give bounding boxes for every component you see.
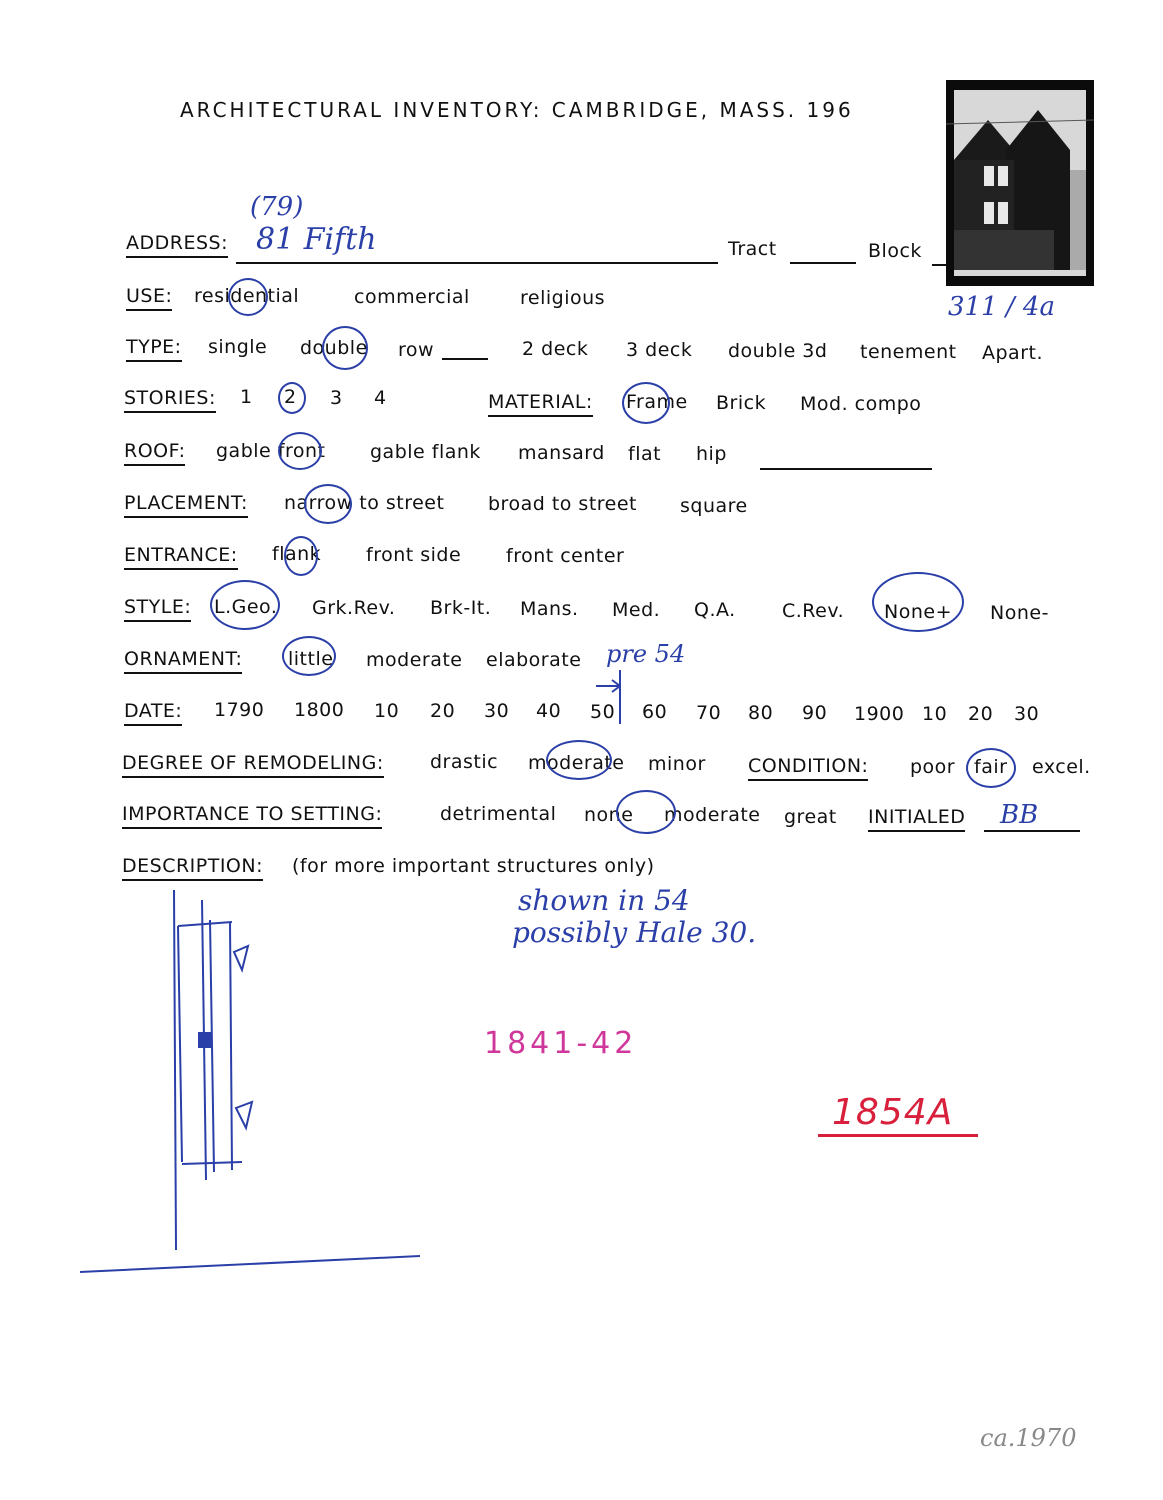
date-60[interactable]: 60 [642, 701, 668, 723]
roof-label: ROOF: [124, 440, 185, 466]
date-20[interactable]: 20 [430, 700, 456, 722]
condition-fair[interactable]: fair [974, 756, 1008, 778]
description-hint: (for more important structures only) [292, 855, 655, 877]
form-title: ARCHITECTURAL INVENTORY: CAMBRIDGE, MASS. 196 [180, 98, 854, 122]
type-double[interactable]: double [300, 337, 368, 359]
stories-3[interactable]: 3 [330, 387, 343, 409]
entrance-front-side[interactable]: front side [366, 544, 462, 566]
importance-label: IMPORTANCE TO SETTING: [122, 803, 382, 829]
type-2-deck[interactable]: 2 deck [522, 338, 589, 360]
importance-great[interactable]: great [784, 806, 837, 828]
photo-note: 311 / 4a [948, 292, 1055, 322]
type-row[interactable]: row [398, 339, 435, 361]
old-address-number: (79) [250, 192, 304, 222]
material-brick[interactable]: Brick [716, 392, 767, 414]
remodeling-moderate[interactable]: moderate [528, 752, 625, 774]
style-brk-it[interactable]: Brk-It. [430, 597, 492, 619]
style-selection-circle-lgeo [210, 580, 280, 630]
block-field[interactable] [932, 264, 946, 266]
row-count-field[interactable] [442, 358, 488, 360]
tract-label: Tract [728, 238, 777, 260]
condition-poor[interactable]: poor [910, 756, 956, 778]
ornament-moderate[interactable]: moderate [366, 649, 463, 671]
date-1790[interactable]: 1790 [214, 699, 265, 721]
style-grk-rev[interactable]: Grk.Rev. [312, 597, 396, 619]
red-underline [818, 1134, 978, 1137]
importance-detrimental[interactable]: detrimental [440, 803, 557, 825]
roof-other-field[interactable] [760, 468, 932, 470]
red-date: 1854A [832, 1092, 954, 1133]
condition-label: CONDITION: [748, 755, 868, 781]
description-label: DESCRIPTION: [122, 855, 263, 881]
condition-selection-circle [966, 748, 1016, 788]
address-value[interactable]: 81 Fifth [256, 222, 377, 257]
address-label: ADDRESS: [126, 232, 228, 258]
importance-moderate[interactable]: moderate [664, 804, 761, 826]
date-1920[interactable]: 20 [968, 703, 994, 725]
roof-gable-flank[interactable]: gable flank [370, 441, 481, 463]
ornament-note: pre 54 [606, 640, 686, 668]
placement-square[interactable]: square [680, 495, 748, 517]
placement-broad[interactable]: broad to street [488, 493, 638, 515]
use-residential[interactable]: residential [194, 285, 300, 307]
material-selection-circle [622, 382, 670, 424]
stories-label: STORIES: [124, 387, 216, 413]
pink-date: 1841-42 [484, 1026, 638, 1061]
date-90[interactable]: 90 [802, 702, 828, 724]
date-30[interactable]: 30 [484, 700, 510, 722]
remodeling-minor[interactable]: minor [648, 753, 706, 775]
date-70[interactable]: 70 [696, 702, 722, 724]
material-frame[interactable]: Frame [626, 391, 688, 413]
use-commercial[interactable]: commercial [354, 286, 470, 308]
placement-narrow[interactable]: narrow to street [284, 492, 445, 514]
style-selection-circle-none [872, 572, 964, 632]
use-selection-circle [228, 278, 268, 316]
ornament-elaborate[interactable]: elaborate [486, 649, 582, 671]
description-note-2: possibly Hale 30. [512, 916, 757, 949]
condition-excel[interactable]: excel. [1032, 756, 1091, 778]
address-underline [236, 262, 718, 264]
use-label: USE: [126, 285, 172, 311]
site-plan-sketch [70, 880, 430, 1280]
style-l-geo[interactable]: L.Geo. [214, 596, 278, 618]
stories-2[interactable]: 2 [284, 386, 297, 408]
date-marker [590, 660, 640, 730]
roof-gable-front[interactable]: gable front [216, 440, 326, 462]
footer-date: ca.1970 [980, 1424, 1077, 1452]
stories-1[interactable]: 1 [240, 386, 253, 408]
block-label: Block [868, 240, 922, 262]
roof-selection-circle [278, 432, 322, 470]
initialed-field[interactable] [984, 830, 1080, 832]
material-mod-compo[interactable]: Mod. compo [800, 393, 922, 415]
importance-selection-circle [616, 790, 676, 834]
entrance-label: ENTRANCE: [124, 544, 238, 570]
type-single[interactable]: single [208, 336, 268, 358]
building-photo [946, 80, 1094, 286]
entrance-selection-circle [284, 536, 318, 576]
date-40[interactable]: 40 [536, 700, 562, 722]
date-label: DATE: [124, 700, 182, 726]
entrance-front-center[interactable]: front center [506, 545, 625, 567]
style-med[interactable]: Med. [612, 599, 661, 621]
style-none-minus[interactable]: None- [990, 602, 1049, 624]
description-note-1: shown in 54 [518, 884, 690, 917]
material-label: MATERIAL: [488, 391, 593, 417]
placement-label: PLACEMENT: [124, 492, 248, 518]
date-1930[interactable]: 30 [1014, 703, 1040, 725]
date-80[interactable]: 80 [748, 702, 774, 724]
date-50[interactable]: 50 [590, 701, 616, 723]
tract-field[interactable] [790, 262, 856, 264]
use-religious[interactable]: religious [520, 287, 606, 309]
date-10[interactable]: 10 [374, 700, 400, 722]
placement-selection-circle [304, 484, 352, 524]
ornament-selection-circle [282, 636, 336, 676]
roof-flat[interactable]: flat [628, 443, 662, 465]
remodeling-drastic[interactable]: drastic [430, 751, 499, 773]
type-apart[interactable]: Apart. [982, 342, 1044, 364]
remodeling-label: DEGREE OF REMODELING: [122, 752, 384, 778]
style-qa[interactable]: Q.A. [694, 599, 736, 621]
ornament-label: ORNAMENT: [124, 648, 242, 674]
roof-mansard[interactable]: mansard [518, 442, 605, 464]
date-1800[interactable]: 1800 [294, 699, 345, 721]
style-label: STYLE: [124, 596, 191, 622]
roof-hip[interactable]: hip [696, 443, 727, 465]
importance-none[interactable]: none [584, 804, 634, 826]
stories-selection-circle [278, 382, 306, 414]
entrance-flank[interactable]: flank [272, 543, 322, 565]
type-3-deck[interactable]: 3 deck [626, 339, 693, 361]
style-none-plus[interactable]: None+ [884, 601, 952, 623]
style-c-rev[interactable]: C.Rev. [782, 600, 845, 622]
style-mans[interactable]: Mans. [520, 598, 579, 620]
date-1900[interactable]: 1900 [854, 703, 905, 725]
remodeling-selection-circle [546, 740, 612, 780]
type-double-3d[interactable]: double 3d [728, 340, 828, 362]
initialed-label: INITIALED [868, 806, 965, 832]
initialed-value[interactable]: BB [1000, 800, 1039, 830]
type-selection-circle [322, 326, 368, 370]
type-label: TYPE: [126, 336, 182, 362]
ornament-little[interactable]: little [288, 648, 334, 670]
type-tenement[interactable]: tenement [860, 341, 957, 363]
date-1910[interactable]: 10 [922, 703, 948, 725]
stories-4[interactable]: 4 [374, 387, 387, 409]
